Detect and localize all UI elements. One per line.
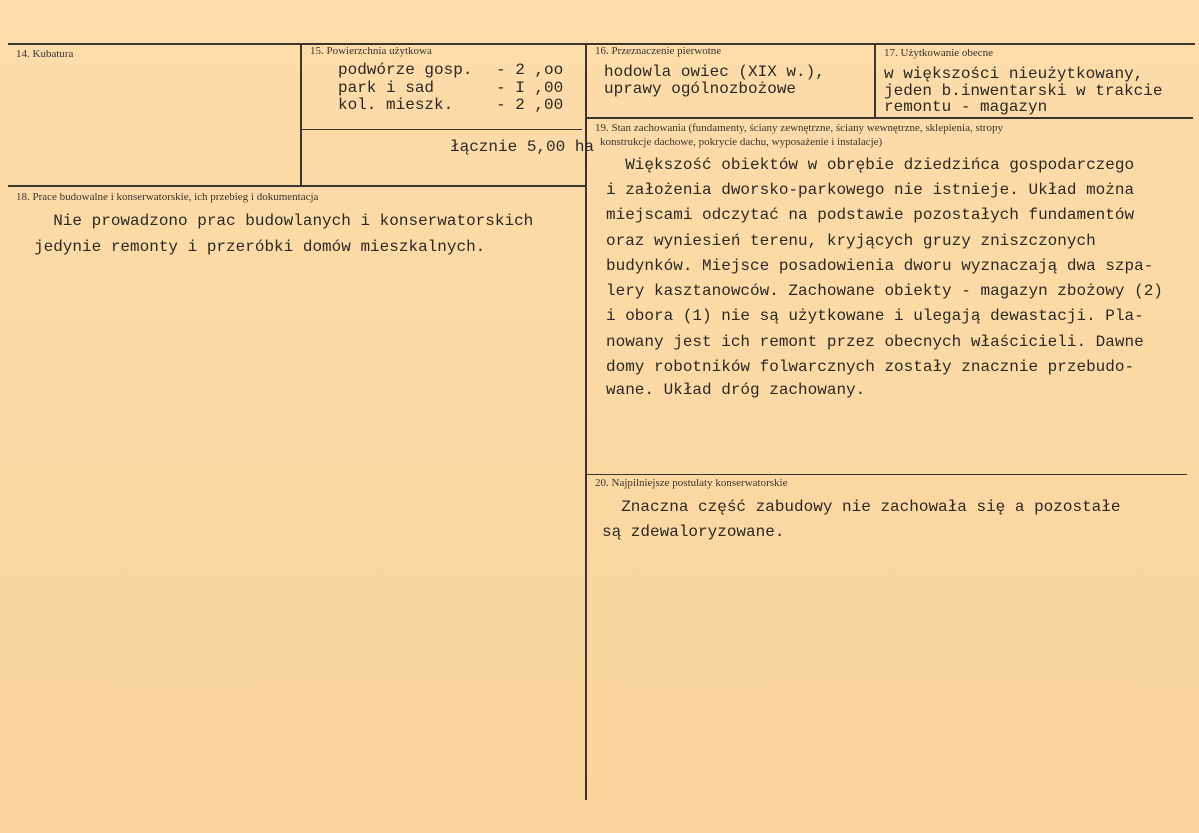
postulate-line: są zdewaloryzowane.: [602, 523, 785, 541]
current-use-line: w większości nieużytkowany,: [884, 65, 1144, 83]
rule-under-section-15: [302, 129, 582, 130]
condition-line: lery kasztanowców. Zachowane obiekty - magazyn zbożowy (2): [606, 282, 1163, 300]
condition-line: oraz wyniesień terenu, kryjących gruzy zniszczonych: [606, 232, 1096, 250]
condition-line: wane. Układ dróg zachowany.: [606, 381, 866, 399]
rule-above-section-19: [587, 117, 1193, 119]
condition-line: domy robotników folwarcznych zostały znacznie przebudo-: [606, 358, 1135, 376]
condition-line: i założenia dworsko-parkowego nie istnieje. Układ można: [606, 181, 1135, 199]
area-row-value: - 2 ,oo: [496, 61, 564, 79]
section-19-label: 19. Stan zachowania (fundamenty, ściany zewnętrzne, ściany wewnętrzne, sklepienia, stropy: [595, 122, 1003, 134]
area-row-value: - I ,00: [496, 79, 564, 97]
postulate-line: Znaczna część zabudowy nie zachowała się a pozostałe: [602, 498, 1121, 516]
section-19-label-continued: konstrukcje dachowe, pokrycie dachu, wyposażenie i instalacje): [600, 136, 883, 148]
section-20-label: 20. Najpilniejsze postulaty konserwatorskie: [595, 477, 788, 489]
original-purpose-line: hodowla owiec (XIX w.),: [604, 63, 825, 81]
divider-16-17: [874, 43, 876, 117]
area-row-name: park i sad: [338, 79, 435, 97]
section-18-label: 18. Prace budowalne i konserwatorskie, ich przebieg i dokumentacja: [16, 191, 319, 203]
condition-line: nowany jest ich remont przez obecnych właścicieli. Dawne: [606, 333, 1144, 351]
area-row-name: kol. mieszk.: [338, 96, 454, 114]
condition-line: i obora (1) nie są użytkowane i ulegają dewastacji. Pla-: [606, 307, 1144, 325]
section-16-label: 16. Przeznaczenie pierwotne: [595, 45, 722, 57]
condition-line: Większość obiektów w obrębie dziedzińca gospodarczego: [606, 156, 1135, 174]
works-line: Nie prowadzono prac budowlanych i konserwatorskich: [34, 212, 534, 230]
section-17-label: 17. Użytkowanie obecne: [884, 47, 994, 59]
section-15-label: 15. Powierzchnia użytkowa: [310, 45, 432, 57]
area-total: łącznie 5,00 ha: [450, 138, 595, 156]
original-purpose-line: uprawy ogólnozbożowe: [604, 80, 797, 98]
works-line: jedynie remonty i przeróbki domów mieszkalnych.: [34, 238, 486, 256]
condition-line: miejscami odczytać na podstawie pozostałych fundamentów: [606, 206, 1135, 224]
area-row-value: - 2 ,00: [496, 96, 564, 114]
divider-14-15: [300, 43, 302, 186]
rule-above-section-18: [8, 185, 585, 187]
current-use-line: jeden b.inwentarski w trakcie: [884, 82, 1163, 100]
section-14-label: 14. Kubatura: [16, 48, 74, 60]
rule-above-section-20: [587, 474, 1187, 475]
area-row-name: podwórze gosp.: [338, 61, 473, 79]
current-use-line: remontu - magazyn: [884, 98, 1048, 116]
main-column-divider: [585, 43, 587, 800]
condition-line: budynków. Miejsce posadowienia dworu wyznaczają dwa szpa-: [606, 257, 1154, 275]
